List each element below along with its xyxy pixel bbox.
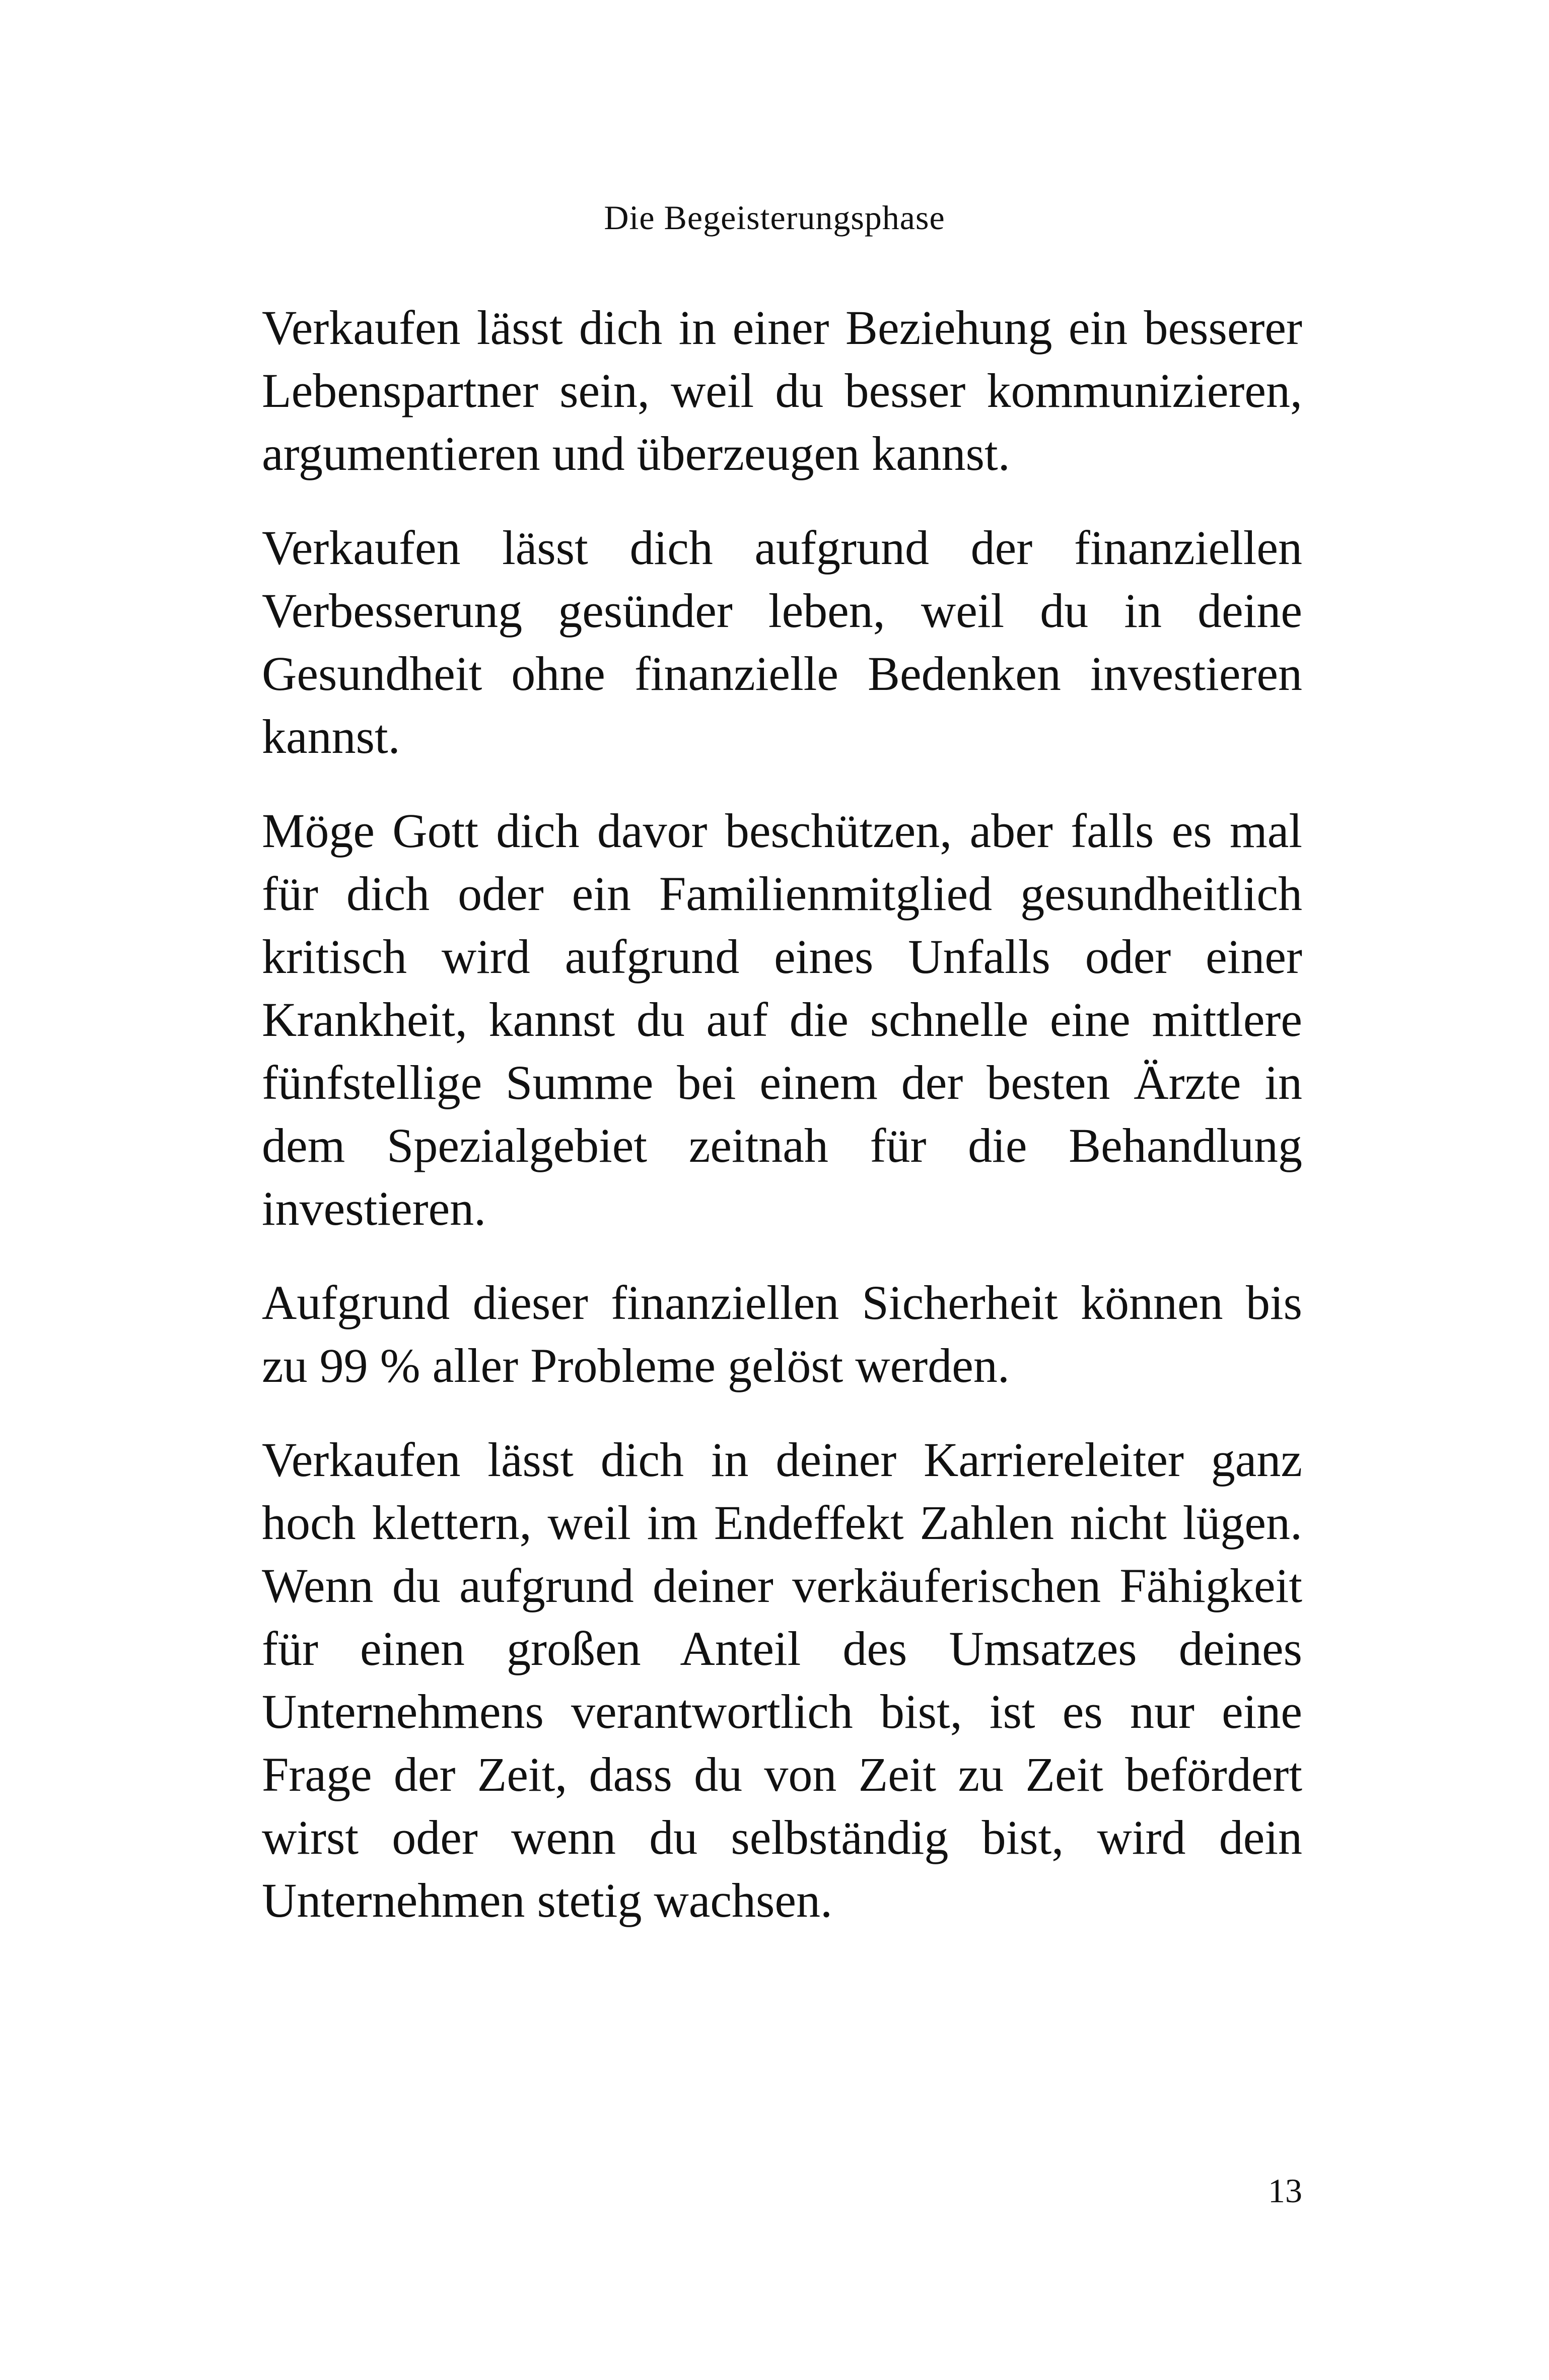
body-text: [262, 296, 1302, 1963]
paragraph-career: Verkaufen lässt dich in deiner Karriereleiter ganz hoch klettern, weil im Endeffekt Zahlen nicht lügen. Wenn du aufgrund deiner verkäuferischen Fähigkeit für einen großen Anteil des Umsatzes deines Unternehmens verantwortlich bist, ist es nur eine Frage der Zeit, dass du von Zeit zu Zeit befördert wirst oder wenn du selbständig bist, wird dein Unternehmen stetig wachsen.: [262, 1433, 1302, 1927]
paragraph-relationship: Verkaufen lässt dich in einer Beziehung ein besserer Lebenspartner sein, weil du besser kommunizieren, argumentieren und überzeugen kannst.: [262, 301, 1302, 480]
paragraph-financial-security: Aufgrund dieser finanziellen Sicherheit können bis zu 99 % aller Probleme gelöst werden.: [262, 1276, 1302, 1392]
page-number: 13: [1268, 2172, 1302, 2210]
paragraph-health: Verkaufen lässt dich aufgrund der finanziellen Verbesserung gesünder leben, weil du in deine Gesundheit ohne finanzielle Bedenken investieren kannst.: [262, 521, 1302, 763]
paragraph-medical-emergency: Möge Gott dich davor beschützen, aber falls es mal für dich oder ein Familienmitglied gesundheitlich kritisch wird aufgrund eines Unfalls oder einer Krankheit, kannst du auf die schnelle eine mittlere fünfstellige Summe bei einem der besten Ärzte in dem Spezialgebiet zeitnah für die Behandlung investieren.: [262, 804, 1302, 1235]
running-header: Die Begeisterungsphase: [604, 198, 945, 237]
